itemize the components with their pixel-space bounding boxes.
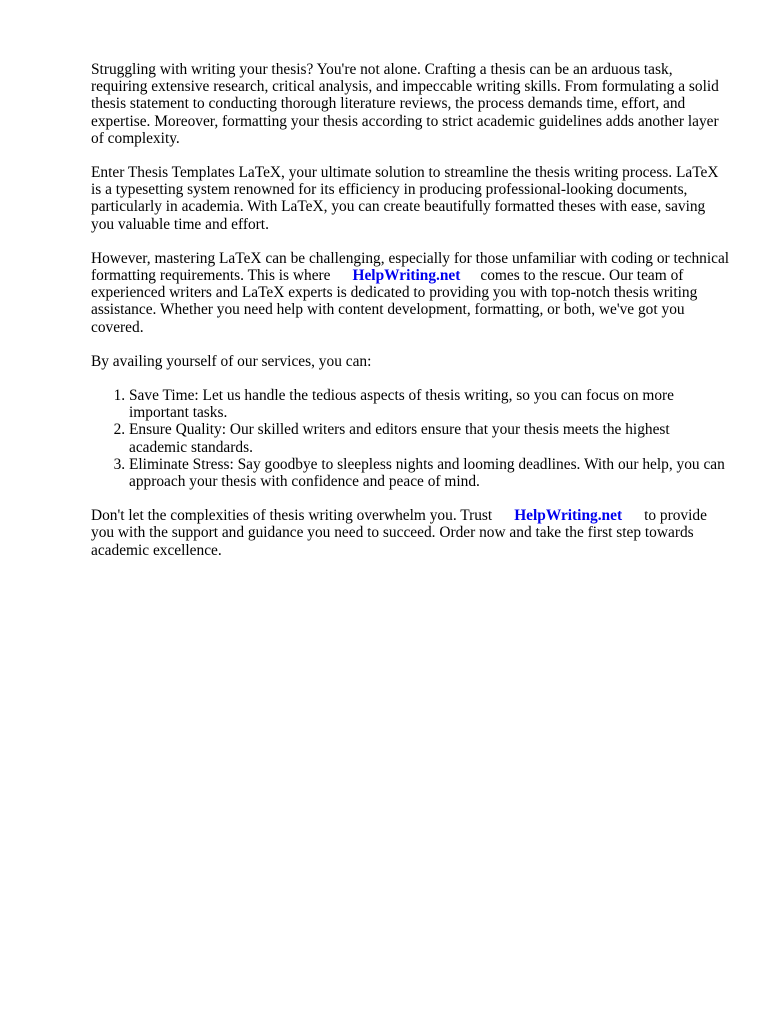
paragraph-text-after-link: to provide you with the support and guidance you need to succeed. Order now and take the first step towards academic excellence. bbox=[91, 507, 707, 559]
latex-paragraph: Enter Thesis Templates LaTeX, your ultimate solution to streamline the thesis writing process. LaTeX is a typesetting system renowned for its efficiency in producing professional-looking documents, particularly in academia. With LaTeX, you can create beautifully formatted theses with ease, saving you valuable time and effort. bbox=[91, 164, 719, 233]
services-list bbox=[91, 387, 731, 490]
helpwriting-link[interactable]: HelpWriting.net bbox=[352, 267, 461, 285]
helpwriting-link[interactable]: HelpWriting.net bbox=[514, 507, 623, 525]
paragraph-text-after-link: comes to the rescue. Our team of experienced writers and LaTeX experts is dedicated to providing you with top-notch thesis writing assistance. Whether you need help with content development, formatting, or both, we've got you covered. bbox=[91, 267, 698, 336]
list-item: 3. Eliminate Stress: Say goodbye to sleepless nights and looming deadlines. With our help, you can approach your thesis with confidence and peace of mind. bbox=[129, 456, 731, 490]
paragraph-text-before-link: Don't let the complexities of thesis writing overwhelm you. Trust bbox=[91, 507, 493, 525]
list-item: 1. Save Time: Let us handle the tedious aspects of thesis writing, so you can focus on more important tasks. bbox=[129, 387, 731, 421]
closing-paragraph bbox=[91, 507, 731, 559]
paragraph-text-before-link: However, mastering LaTeX can be challenging, especially for those unfamiliar with coding or technical formatting requirements. This is where bbox=[91, 249, 730, 285]
helpwriting-paragraph bbox=[91, 250, 731, 336]
document-page bbox=[91, 61, 731, 559]
services-intro-paragraph: By availing yourself of our services, you can: bbox=[91, 352, 372, 370]
intro-paragraph: Struggling with writing your thesis? You're not alone. Crafting a thesis can be an arduous task, requiring extensive research, critical analysis, and impeccable writing skills. From formulating a solid thesis statement to conducting thorough literature reviews, the process demands time, effort, and expertise. Moreover, formatting your thesis according to strict academic guidelines adds another layer of complexity. bbox=[91, 61, 719, 147]
list-item: 2. Ensure Quality: Our skilled writers and editors ensure that your thesis meets the highest academic standards. bbox=[129, 421, 731, 455]
